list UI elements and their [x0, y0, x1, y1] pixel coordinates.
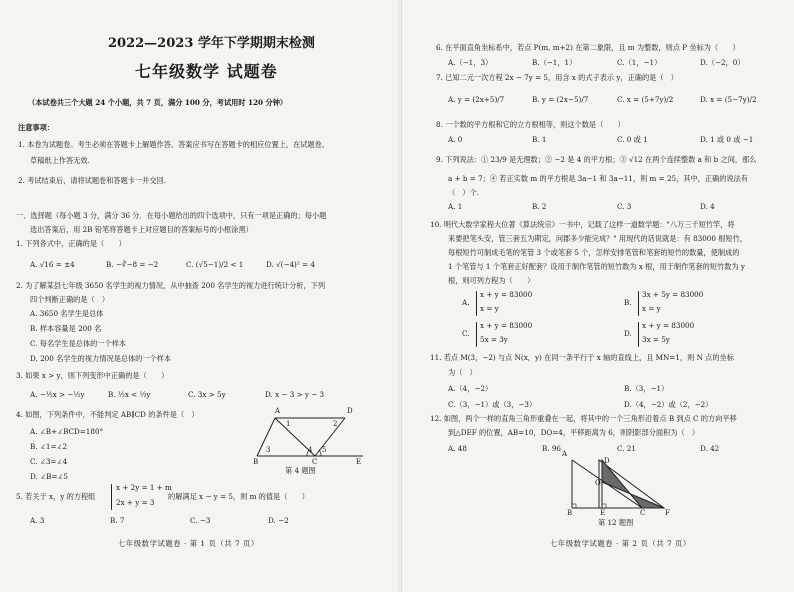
fig4-label-3: 3 — [266, 446, 271, 454]
q10-option-b-brace — [638, 291, 639, 316]
q11-option-b: B.（3，−1） — [624, 384, 669, 393]
exam-info: （本试卷共三个大题 24 个小题，共 7 页，满分 100 分，考试用时 120 分钟） — [28, 98, 288, 107]
fig12-label-o: O — [595, 479, 601, 487]
main-title: 七年级数学 试题卷 — [135, 62, 278, 81]
section-1-line-2: 选出答案后，用 2B 铅笔将答题卡上对应题目的答案标号的小框涂黑） — [30, 225, 253, 234]
q12-option-c: C. 21 — [617, 444, 636, 453]
q3-option-c: C. 3x > 5y — [188, 390, 226, 399]
fig12-label-d: D — [604, 457, 610, 465]
q2-option-d: D. 200 名学生的视力情况是总体的一个样本 — [30, 354, 172, 363]
q10-b-eq-2: x = y — [642, 304, 661, 313]
q12-option-b: B. 96 — [542, 444, 561, 453]
question-6: 6. 在平面直角坐标系中，若点 P(m, m+2) 在第二象限，且 m 为整数，则点 P 坐标为（ ） — [436, 43, 740, 52]
question-10-line-1: 10. 明代大数学家程大位著《算法统宗》一书中，记载了这样一道数学题："八万三千短竹竿，将 — [430, 220, 735, 229]
q1-option-a: A. √16 = ±4 — [30, 260, 75, 269]
q6-option-d: D.（−2，0） — [700, 58, 745, 67]
q9-option-d: D. 4 — [700, 202, 715, 211]
question-7: 7. 已知二元一次方程 2x − 7y = 5，用含 x 的式子表示 y，正确的是（ ） — [436, 73, 678, 82]
q4-option-d: D. ∠B=∠5 — [30, 472, 68, 481]
figure-12 — [562, 458, 692, 513]
q10-option-d-label: D. — [624, 329, 632, 338]
fig4-label-d: D — [347, 407, 353, 415]
question-8: 8. 一个数的平方根和它的立方根相等，则这个数是（ ） — [436, 120, 625, 129]
q10-d-eq-2: 3x = 5y — [642, 335, 670, 344]
q10-option-b-label: B. — [624, 298, 632, 307]
q10-option-c-brace — [476, 322, 477, 347]
question-9-line-1: 9. 下列说法：① 23/9 是无理数；② −2 是 4 的平方根；③ √12 在两个连续整数 a 和 b 之间，那么 — [436, 155, 757, 164]
question-5-pre: 5. 若关于 x，y 的方程组 — [16, 492, 96, 501]
question-9-line-3: （ ）个. — [448, 188, 480, 197]
question-10-line-4: 1 个笔管与 1 个笔套正好配套？设用于制作笔管的短竹数为 x 根，用于制作笔套的短竹数为 y — [448, 262, 745, 271]
question-4: 4. 如图，下列条件中，不能判定 AB∥CD 的条件是（ ） — [16, 410, 199, 419]
q8-option-d: D. 1 或 0 或 −1 — [700, 135, 754, 144]
q7-option-d: D. x = (5−7y)/2 — [700, 95, 757, 104]
question-3: 3. 如果 x > y，则下列变形中正确的是（ ） — [16, 371, 169, 380]
fig4-label-1: 1 — [286, 420, 291, 428]
q10-a-eq-1: x + y = 83000 — [480, 290, 533, 299]
note-1-line-1: 1. 本卷为试题卷。考生必须在答题卡上解题作答。答案应书写在答题卡的相应位置上，在试题卷、 — [18, 140, 330, 149]
fig12-label-f: F — [665, 509, 670, 517]
q11-option-c: C.（3，−1）或（3，−3） — [448, 400, 537, 409]
q3-option-a: A. −½x > −½y — [30, 390, 85, 399]
q4-option-c: C. ∠3=∠4 — [30, 457, 68, 466]
q5-equation-2: 2x + y = 3 — [116, 498, 155, 507]
q6-option-a: A.（−1，3） — [448, 58, 493, 67]
fig4-label-e: E — [356, 458, 362, 466]
q2-option-a: A. 3650 名学生是总体 — [30, 309, 104, 318]
question-10-line-2: 来要把笔头安，管三套五为期定，问郡多少能完成？" 用现代的话说就是：有 83000 根短竹， — [448, 234, 747, 243]
fig12-caption: 第 12 题图 — [598, 518, 634, 527]
fig4-caption: 第 4 题图 — [285, 466, 316, 475]
q6-option-c: C.（1，−1） — [617, 58, 662, 67]
q10-option-c-label: C. — [462, 329, 470, 338]
fig12-label-c: C — [640, 509, 646, 517]
fig4-label-b: B — [253, 458, 259, 466]
q8-option-b: B. 1 — [532, 135, 547, 144]
question-5-post: 的解满足 x − y = 5，则 m 的值是（ ） — [168, 492, 309, 501]
question-9-line-2: a + b = 7；④ 若正实数 m 的平方根是 3a−1 和 3a−11，则 m = 25，其中，正确的说法有 — [448, 174, 748, 183]
q5-equation-1: x + 2y = 1 + m — [116, 483, 172, 492]
q1-option-b: B. −∛−8 = −2 — [106, 260, 159, 269]
notes-heading: 注意事项： — [18, 123, 54, 132]
q9-option-a: A. 1 — [448, 202, 463, 211]
fig12-label-b: B — [567, 509, 573, 517]
q10-option-d-brace — [638, 322, 639, 347]
q12-option-d: D. 42 — [700, 444, 720, 453]
fig4-label-c: C — [312, 458, 318, 466]
q2-option-b: B. 样本容量是 200 名 — [30, 324, 102, 333]
fig4-label-4: 4 — [308, 446, 313, 454]
question-11-line-2: 为（ ） — [448, 368, 477, 377]
q10-d-eq-1: x + y = 83000 — [642, 321, 695, 330]
fig4-label-2: 2 — [333, 420, 338, 428]
q1-option-c: C. (√5−1)/2 < 1 — [186, 260, 244, 269]
q5-option-a: A. 3 — [30, 516, 45, 525]
q8-option-a: A. 0 — [448, 135, 463, 144]
q10-b-eq-1: 3x + 5y = 83000 — [642, 290, 704, 299]
q11-option-d: D.（4，−2）或（2，−2） — [624, 400, 713, 409]
q7-option-b: B. y = (2x−5)/7 — [532, 95, 589, 104]
question-1: 1. 下列各式中，正确的是（ ） — [16, 239, 126, 248]
year-title: 2022—2023 学年下学期期末检测 — [108, 36, 315, 51]
q4-option-b: B. ∠1=∠2 — [30, 442, 68, 451]
q4-option-a: A. ∠B+∠BCD=180° — [30, 427, 104, 436]
note-1-line-2: 草稿纸上作答无效. — [30, 156, 90, 165]
q9-option-c: C. 3 — [617, 202, 632, 211]
page-2-footer: 七年级数学试题卷 · 第 2 页（共 7 页） — [550, 539, 691, 548]
fig4-label-5: 5 — [322, 446, 327, 454]
q10-option-a-label: A. — [462, 298, 470, 307]
fig12-label-a: A — [562, 450, 568, 458]
q10-option-a-brace — [476, 291, 477, 316]
q5-system-brace — [111, 484, 112, 510]
fig12-label-e: E — [600, 509, 606, 517]
q5-option-d: D. −2 — [268, 516, 289, 525]
q10-c-eq-2: 5x = 3y — [480, 335, 508, 344]
q9-option-b: B. 2 — [532, 202, 547, 211]
q12-option-a: A. 48 — [448, 444, 467, 453]
question-10-line-3: 每根短竹可制成毛笔的笔管 3 个或笔套 5 个，怎样安排笔管和笔套的短竹的数量，使制成的 — [448, 248, 740, 257]
page-1-footer: 七年级数学试题卷 · 第 1 页（共 7 页） — [118, 539, 259, 548]
q11-option-a: A.（4，−2） — [448, 384, 493, 393]
q7-option-c: C. x = (5+7y)/2 — [617, 95, 674, 104]
question-11-line-1: 11. 若点 M(3，−2) 与点 N(x，y) 在同一条平行于 x 轴的直线上，且 MN=1，则 N 点的坐标 — [430, 353, 734, 362]
section-1-line-1: 一、选择题（每小题 3 分，满分 36 分．在每小题给出的四个选项中，只有一项是正确的；每小题 — [16, 211, 327, 220]
q7-option-a: A. y = (2x+5)/7 — [448, 95, 505, 104]
q10-a-eq-2: x = y — [480, 304, 499, 313]
q5-option-c: C. −3 — [190, 516, 211, 525]
q3-option-b: B. ½x < ½y — [108, 390, 151, 399]
q8-option-c: C. 0 或 1 — [617, 135, 648, 144]
q6-option-b: B.（−1，1） — [532, 58, 577, 67]
q5-option-b: B. 7 — [110, 516, 125, 525]
question-10-line-5: 根，则可列方程为（ ） — [448, 276, 535, 285]
fig4-label-a: A — [275, 407, 281, 415]
q2-option-c: C. 每名学生是总体的一个样本 — [30, 339, 127, 348]
note-2: 2. 考试结束后，请将试题卷和答题卡一并交回. — [18, 176, 166, 185]
question-2-line-1: 2. 为了解某县七年级 3650 名学生的视力情况，从中抽查 200 名学生的视力进行统计分析，下列 — [16, 281, 326, 290]
page-2 — [402, 0, 794, 592]
q3-option-d: D. x − 3 > y − 3 — [265, 390, 325, 399]
q1-option-d: D. √(−4)² = 4 — [266, 260, 315, 269]
question-12-line-1: 12. 如图，两个一样的直角三角形重叠在一起，将其中的一个三角形沿着点 B 到点 C 的方向平移 — [430, 414, 737, 423]
q10-c-eq-1: x + y = 83000 — [480, 321, 533, 330]
question-2-line-2: 四个判断正确的是（ ） — [30, 295, 110, 304]
question-12-line-2: 到△DEF 的位置，AB=10，DO=4，平移距离为 6，则阴影部分面积为（ ） — [448, 428, 700, 437]
